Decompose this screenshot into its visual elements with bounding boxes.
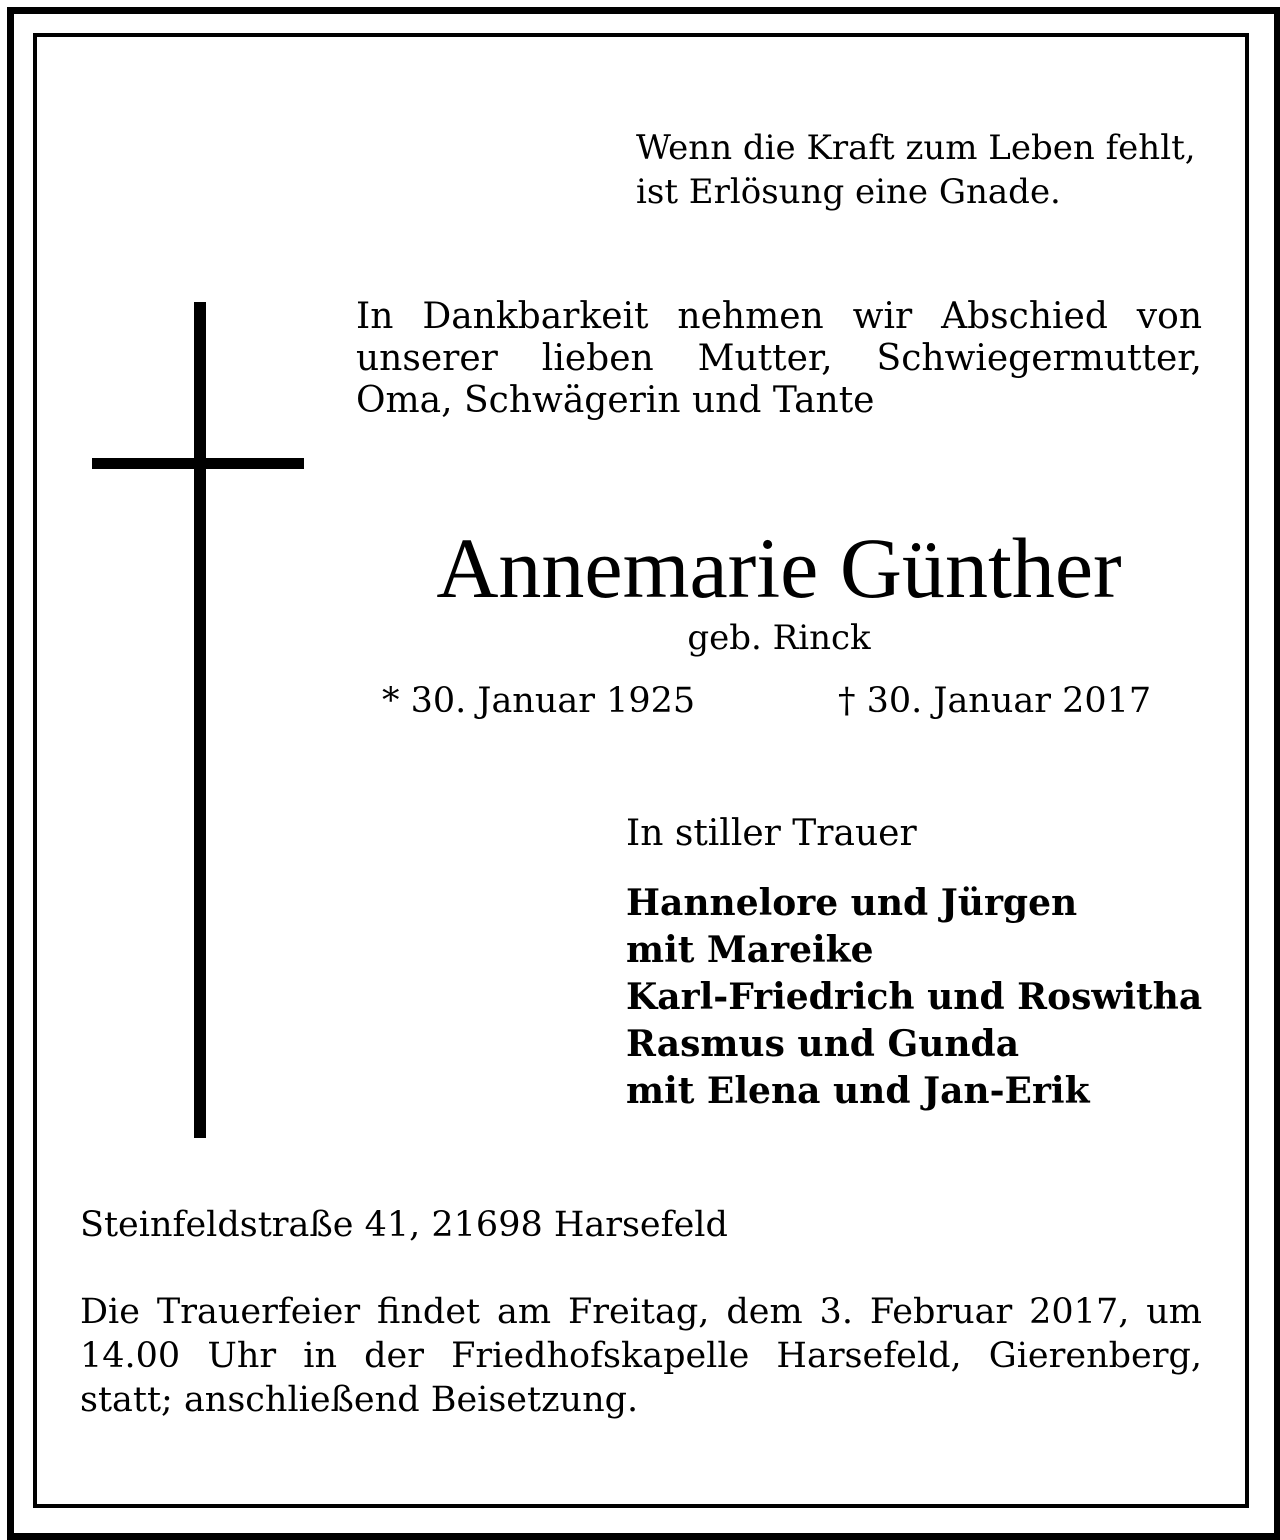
mourner-line: mit Elena und Jan-Erik	[626, 1070, 1090, 1112]
ceremony-info: Die Trauerfeier findet am Freitag, dem 3. Februar 2017, um 14.00 Uhr in der Friedhofskapelle Harsefeld, Gierenberg, statt; anschließend Beisetzung.	[80, 1292, 1202, 1420]
mourner-line: Rasmus und Gunda	[626, 1023, 1020, 1065]
address: Steinfeldstraße 41, 21698 Harsefeld	[80, 1205, 728, 1245]
mourner-line: Karl-Friedrich und Roswitha	[626, 976, 1203, 1018]
cross-horizontal-beam	[92, 458, 304, 469]
motto-quote	[636, 126, 1196, 214]
mourner-line: mit Mareike	[626, 929, 874, 971]
cross-vertical-beam	[194, 302, 206, 1138]
mourner-line: Hannelore und Jürgen	[626, 882, 1078, 924]
mourning-line: In stiller Trauer	[626, 813, 917, 854]
motto-line: Wenn die Kraft zum Leben fehlt,	[636, 128, 1196, 168]
cross-icon	[92, 302, 304, 1138]
maiden-name: geb. Rinck	[687, 618, 871, 658]
motto-line: ist Erlösung eine Gnade.	[636, 172, 1061, 212]
mourners-list	[626, 880, 1202, 1115]
deceased-name: Annemarie Günther	[436, 520, 1122, 616]
birth-date: * 30. Januar 1925	[382, 681, 696, 721]
intro-text: In Dankbarkeit nehmen wir Abschied von unserer lieben Mutter, Schwiegermutter, Oma, Schwägerin und Tante	[356, 296, 1202, 421]
death-date: † 30. Januar 2017	[838, 681, 1152, 721]
